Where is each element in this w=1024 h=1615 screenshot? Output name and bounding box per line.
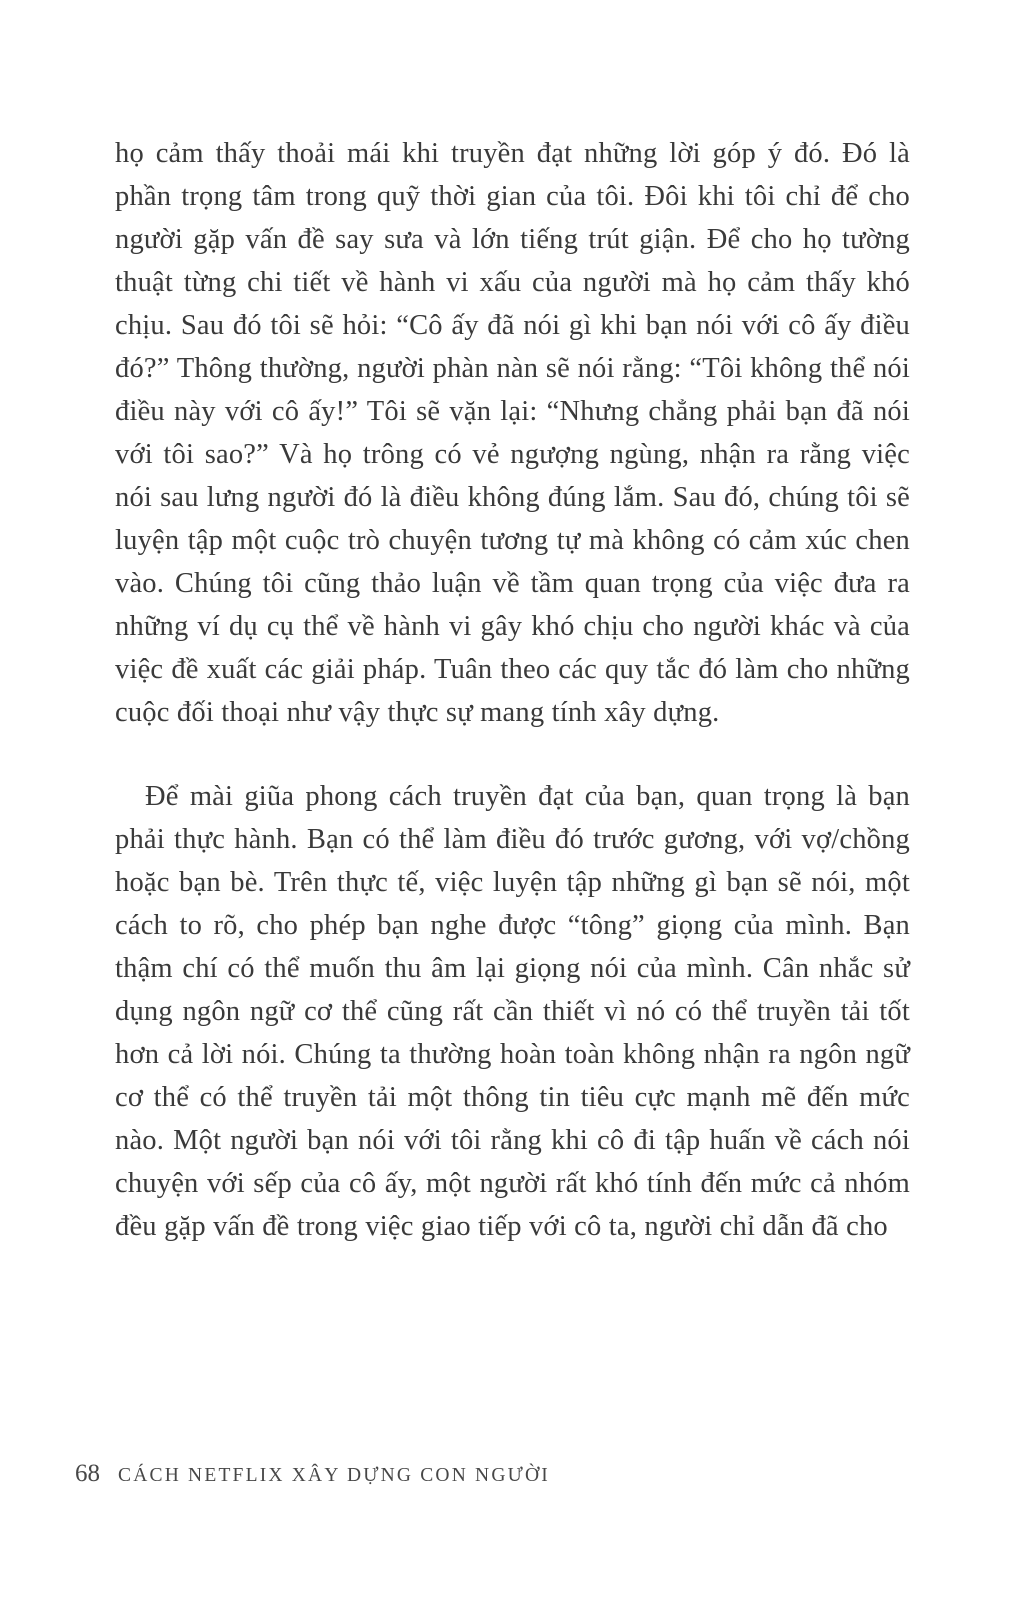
- running-title: CÁCH NETFLIX XÂY DỰNG CON NGƯỜI: [118, 1465, 550, 1486]
- page-footer: [75, 1460, 550, 1488]
- body-text: [115, 132, 910, 1248]
- paragraph: họ cảm thấy thoải mái khi truyền đạt những lời góp ý đó. Đó là phần trọng tâm trong quỹ thời gian của tôi. Đôi khi tôi chỉ để cho người gặp vấn đề say sưa và lớn tiếng trút giận. Để cho họ tường thuật từng chi tiết về hành vi xấu của người mà họ cảm thấy khó chịu. Sau đó tôi sẽ hỏi: “Cô ấy đã nói gì khi bạn nói với cô ấy điều đó?” Thông thường, người phàn nàn sẽ nói rằng: “Tôi không thể nói điều này với cô ấy!” Tôi sẽ vặn lại: “Nhưng chẳng phải bạn đã nói với tôi sao?” Và họ trông có vẻ ngượng ngùng, nhận ra rằng việc nói sau lưng người đó là điều không đúng lắm. Sau đó, chúng tôi sẽ luyện tập một cuộc trò chuyện tương tự mà không có cảm xúc chen vào. Chúng tôi cũng thảo luận về tầm quan trọng của việc đưa ra những ví dụ cụ thể về hành vi gây khó chịu cho người khác và của việc đề xuất các giải pháp. Tuân theo các quy tắc đó làm cho những cuộc đối thoại như vậy thực sự mang tính xây dựng.: [115, 138, 910, 728]
- paragraph: Để mài giũa phong cách truyền đạt của bạn, quan trọng là bạn phải thực hành. Bạn có thể làm điều đó trước gương, với vợ/chồng hoặc bạn bè. Trên thực tế, việc luyện tập những gì bạn sẽ nói, một cách to rõ, cho phép bạn nghe được “tông” giọng của mình. Bạn thậm chí có thể muốn thu âm lại giọng nói của mình. Cân nhắc sử dụng ngôn ngữ cơ thể cũng rất cần thiết vì nó có thể truyền tải tốt hơn cả lời nói. Chúng ta thường hoàn toàn không nhận ra ngôn ngữ cơ thể có thể truyền tải một thông tin tiêu cực mạnh mẽ đến mức nào. Một người bạn nói với tôi rằng khi cô đi tập huấn về cách nói chuyện với sếp của cô ấy, một người rất khó tính đến mức cả nhóm đều gặp vấn đề trong việc giao tiếp với cô ta, người chỉ dẫn đã cho: [115, 781, 910, 1242]
- page-number: 68: [75, 1460, 100, 1487]
